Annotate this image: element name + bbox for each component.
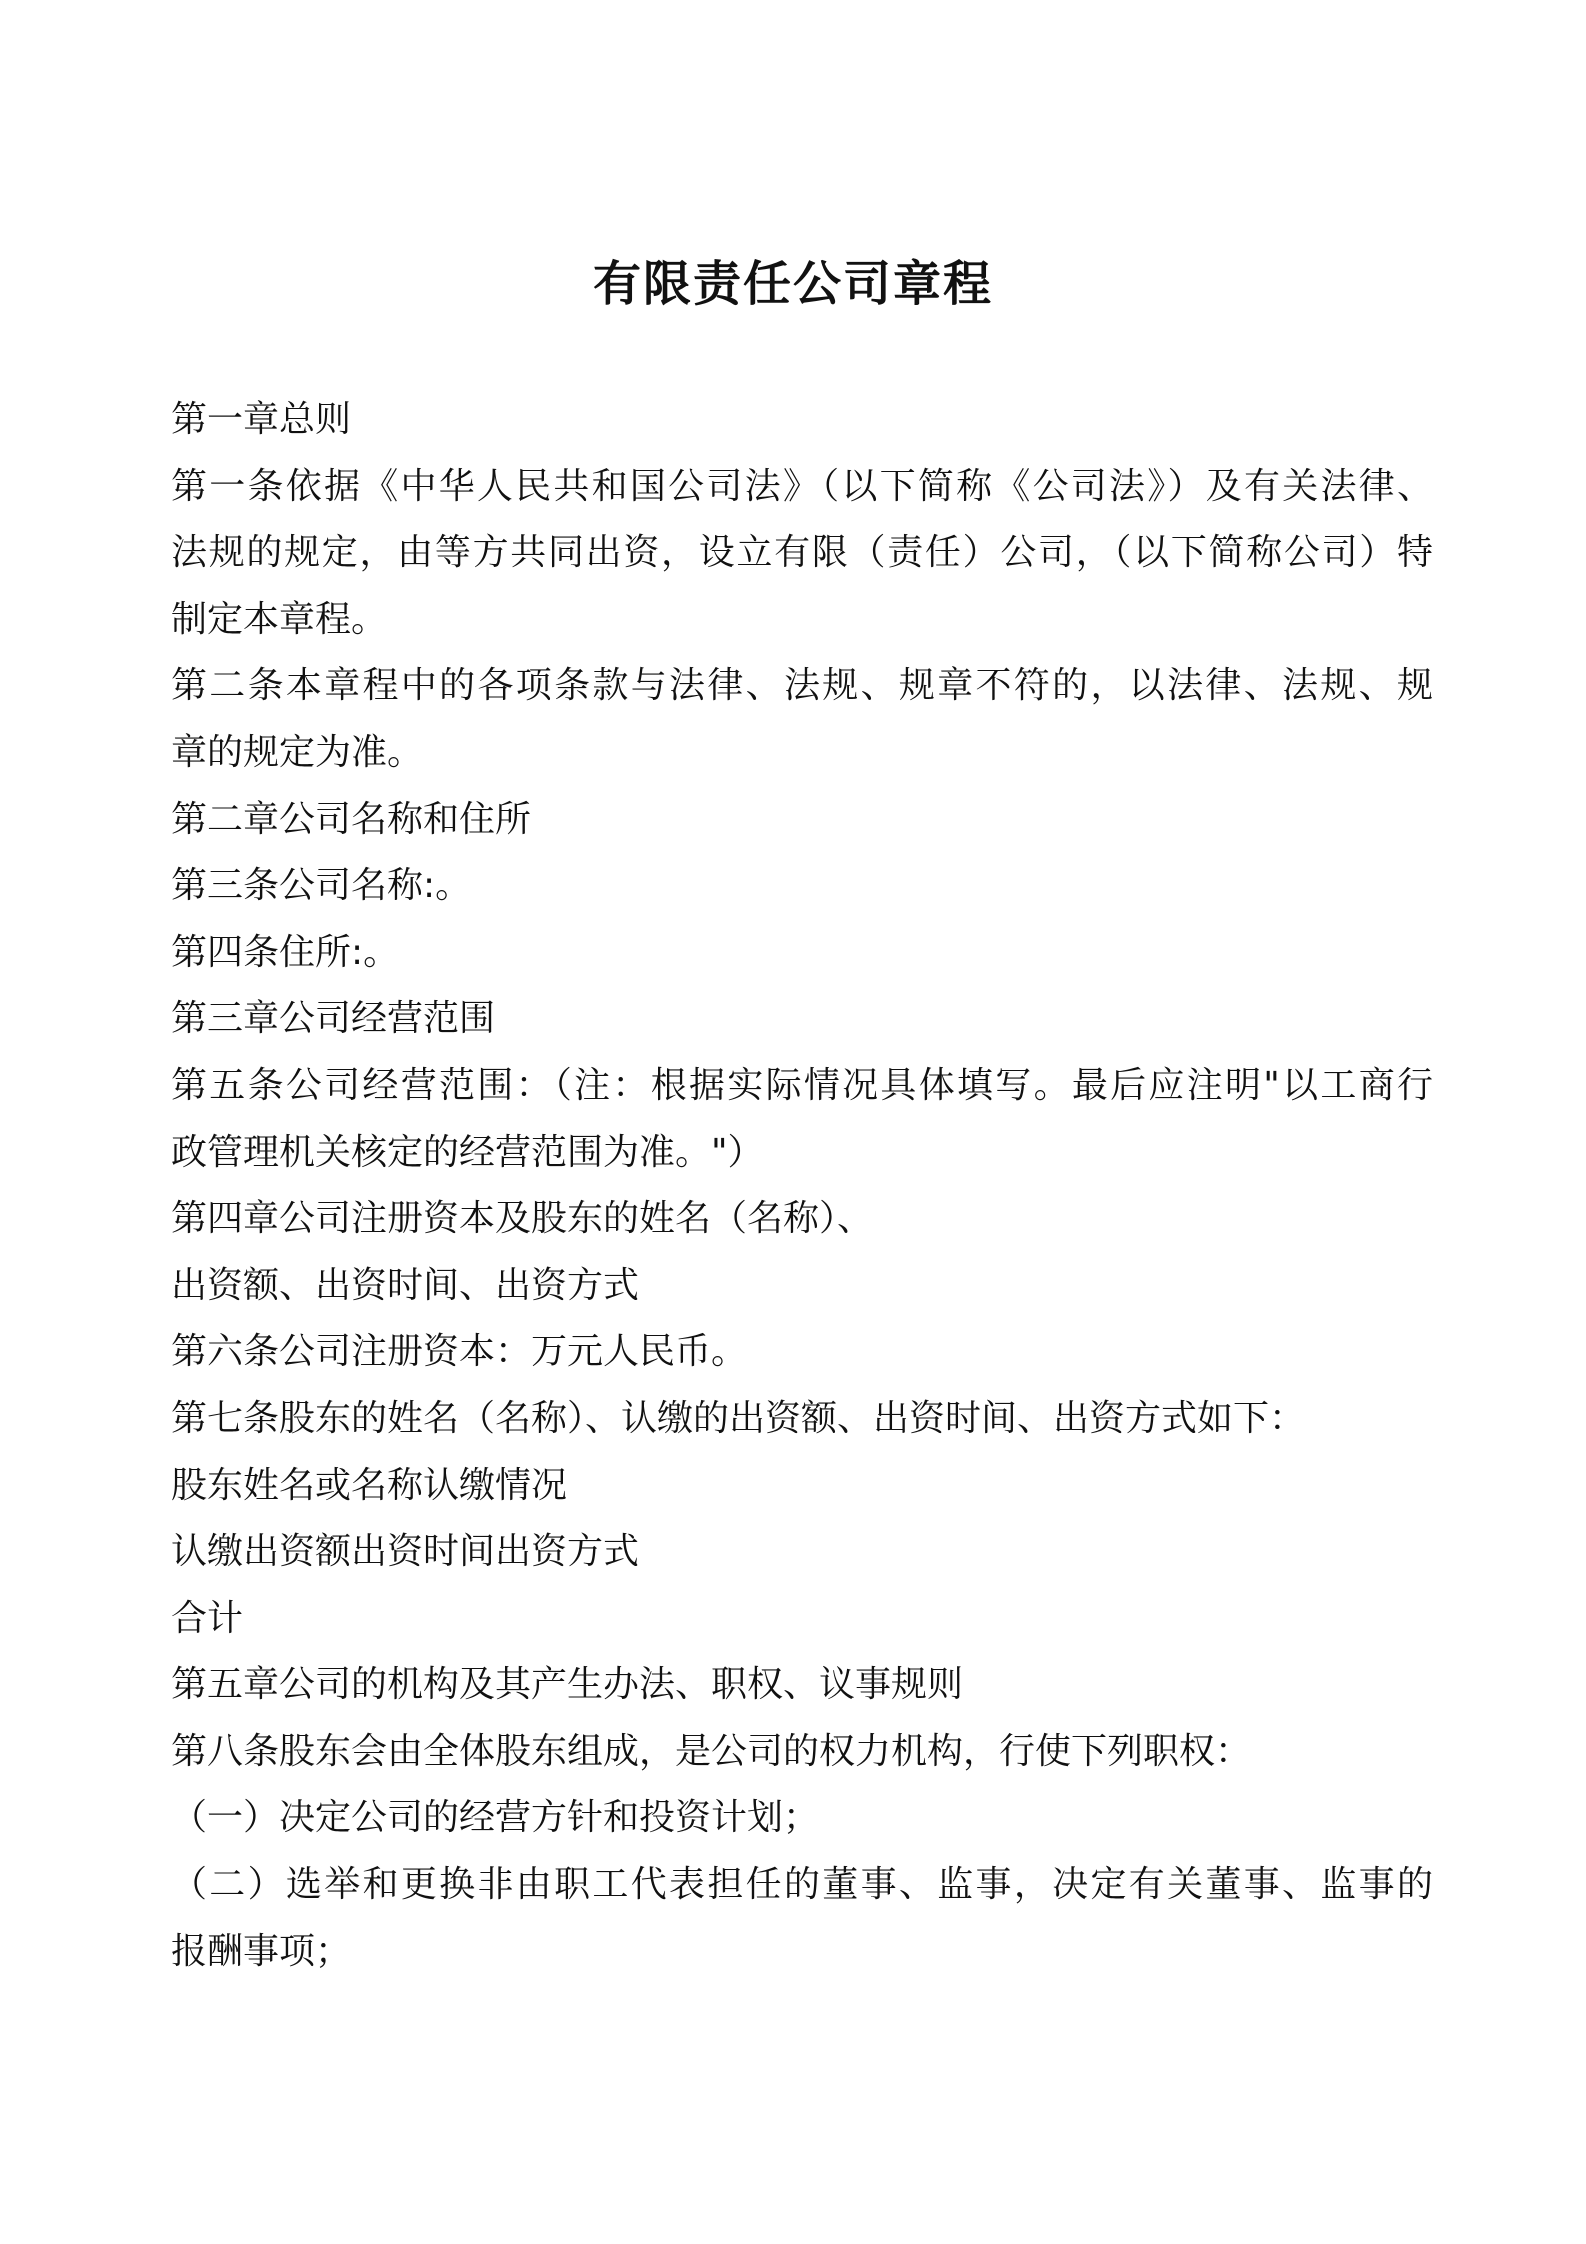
paragraph-line: 第八条股东会由全体股东组成，是公司的权力机构，行使下列职权： bbox=[171, 1730, 1252, 1772]
list-item: （一）决定公司的经营方针和投资计划； bbox=[171, 1797, 820, 1839]
paragraph-line: 第三条公司名称:。 bbox=[171, 865, 472, 907]
paragraph-line: 第七条股东的姓名（名称）、认缴的出资额、出资时间、出资方式如下： bbox=[171, 1397, 1306, 1439]
paragraph-line: 第四条住所:。 bbox=[171, 931, 400, 973]
paragraph-line: 政管理机关核定的经营范围为准。"） bbox=[171, 1131, 764, 1173]
paragraph-line: 股东姓名或名称认缴情况 bbox=[171, 1464, 568, 1506]
list-item: （二）选举和更换非由职工代表担任的董事、监事，决定有关董事、监事的 bbox=[171, 1864, 1433, 1906]
chapter-heading: 第三章公司经营范围 bbox=[171, 998, 496, 1040]
chapter-heading: 出资额、出资时间、出资方式 bbox=[171, 1264, 640, 1306]
paragraph-line: 第一条依据《中华人民共和国公司法》（以下简称《公司法》）及有关法律、 bbox=[171, 465, 1433, 507]
chapter-heading: 第二章公司名称和住所 bbox=[171, 798, 532, 840]
paragraph-line: 认缴出资额出资时间出资方式 bbox=[171, 1531, 640, 1573]
document-title: 有限责任公司章程 bbox=[592, 256, 993, 312]
chapter-heading: 第一章总则 bbox=[171, 399, 352, 440]
chapter-heading: 第四章公司注册资本及股东的姓名（名称）、 bbox=[171, 1198, 874, 1240]
paragraph-line: 第六条公司注册资本：万元人民币。 bbox=[171, 1331, 748, 1373]
document-body bbox=[171, 387, 1433, 1985]
paragraph-line: 第二条本章程中的各项条款与法律、法规、规章不符的，以法律、法规、规 bbox=[171, 665, 1433, 707]
paragraph-line: 章的规定为准。 bbox=[171, 731, 424, 773]
paragraph-line: 第五条公司经营范围：（注：根据实际情况具体填写。最后应注明"以工商行 bbox=[171, 1064, 1433, 1106]
chapter-heading: 第五章公司的机构及其产生办法、职权、议事规则 bbox=[171, 1664, 964, 1706]
paragraph-line: 合计 bbox=[171, 1597, 244, 1639]
paragraph-line: 法规的规定，由等方共同出资，设立有限（责任）公司，（以下简称公司）特 bbox=[171, 532, 1433, 574]
paragraph-line: 制定本章程。 bbox=[171, 598, 388, 640]
list-item: 报酬事项； bbox=[171, 1930, 352, 1972]
